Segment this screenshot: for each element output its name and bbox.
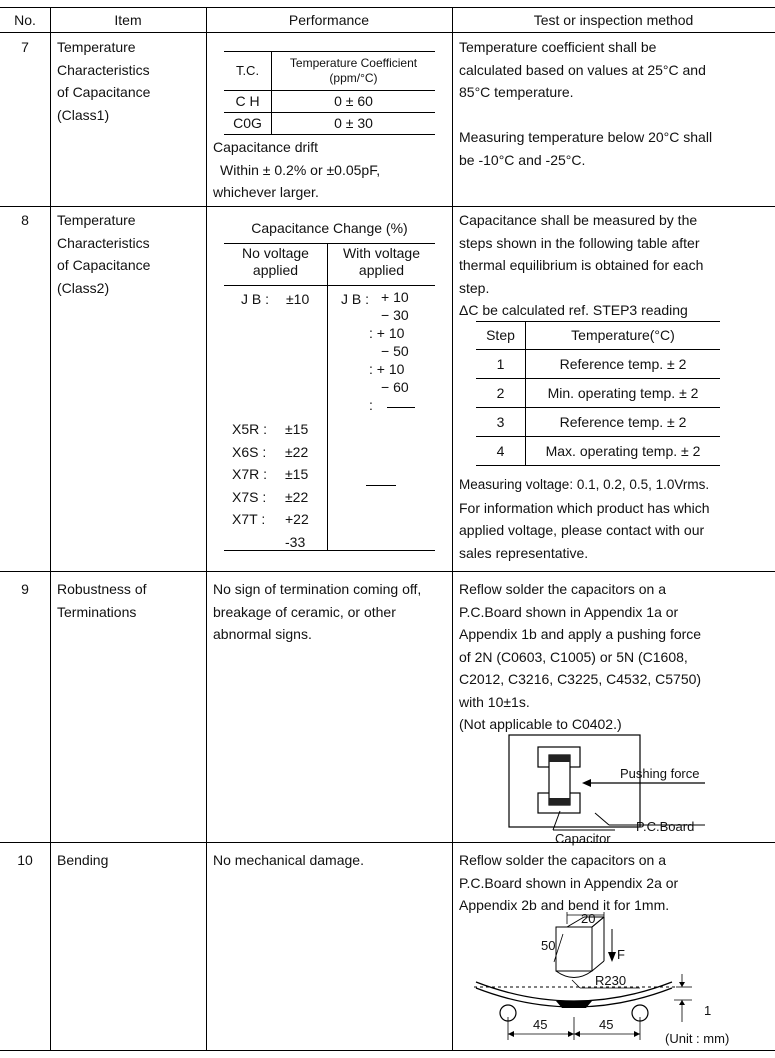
span-right-label: 45 bbox=[599, 1017, 614, 1032]
class-value: +22 bbox=[285, 511, 309, 527]
jb-value: ±10 bbox=[286, 291, 310, 307]
jb-with-value: : + 10 bbox=[369, 325, 405, 341]
item-line: of Capacitance bbox=[57, 257, 151, 273]
tc-head: T.C. bbox=[235, 63, 260, 78]
method-line: thermal equilibrium is obtained for each bbox=[459, 257, 704, 273]
item-line: Characteristics bbox=[57, 234, 150, 251]
temp-cell: Max. operating temp. ± 2 bbox=[545, 443, 701, 459]
jb-with-value: − 50 bbox=[381, 343, 409, 359]
cap-table-border bbox=[327, 243, 328, 550]
temp-head: Temperature(°C) bbox=[571, 327, 675, 343]
class-value: ±22 bbox=[285, 488, 309, 505]
method-line: P.C.Board shown in Appendix 1a or bbox=[459, 603, 679, 620]
class-label: X7R : bbox=[232, 466, 268, 482]
drift-line: Capacitance drift bbox=[213, 139, 319, 155]
method-line: C2012, C3216, C3225, C4532, C5750) bbox=[459, 671, 702, 687]
col-divider bbox=[50, 7, 51, 1051]
table-top-border bbox=[0, 7, 775, 8]
span-left-label: 45 bbox=[533, 1017, 548, 1032]
jb-with-value: − 30 bbox=[381, 307, 409, 323]
cap-table-border bbox=[224, 550, 435, 551]
step-cell: 1 bbox=[496, 356, 505, 372]
method-line: ΔC be calculated ref. STEP3 reading bbox=[459, 302, 688, 318]
step-cell: 4 bbox=[496, 443, 505, 459]
dash-mark bbox=[366, 485, 396, 486]
class-label: X7T : bbox=[232, 511, 266, 527]
method-line: steps shown in the following table after bbox=[459, 234, 700, 251]
tc-table-border bbox=[224, 51, 435, 52]
coef-head: Temperature Coefficient bbox=[289, 56, 418, 70]
step-table-border bbox=[476, 465, 720, 466]
coef-head: (ppm/°C) bbox=[329, 71, 378, 85]
jb-with-label: J B : bbox=[341, 291, 370, 307]
no-voltage-head: No voltage bbox=[242, 245, 309, 261]
temp-cell: Reference temp. ± 2 bbox=[559, 356, 687, 372]
class-label: X6S : bbox=[232, 443, 267, 460]
jb-with-value: + 10 bbox=[381, 289, 409, 305]
dim-50: 50 bbox=[541, 938, 556, 953]
coef-cell: 0 ± 60 bbox=[334, 93, 373, 109]
row-divider bbox=[0, 206, 775, 207]
method-line: of 2N (C0603, C1005) or 5N (C1608, bbox=[459, 648, 688, 665]
row-no: 7 bbox=[21, 39, 29, 55]
drift-line: Within ± 0.2% or ±0.05pF, bbox=[220, 161, 381, 178]
row-no: 10 bbox=[17, 852, 33, 868]
item-line: Temperature bbox=[57, 212, 136, 228]
table-bottom-border bbox=[0, 1050, 775, 1051]
method-line: P.C.Board shown in Appendix 2a or bbox=[459, 874, 679, 891]
method-line: Appendix 1b and apply a pushing force bbox=[459, 626, 702, 642]
perf-line: abnormal signs. bbox=[213, 626, 312, 642]
drift-line: whichever larger. bbox=[213, 184, 319, 200]
tc-cell: C H bbox=[235, 93, 260, 109]
perf-line: No mechanical damage. bbox=[213, 852, 364, 868]
method-line: step. bbox=[459, 279, 490, 296]
jb-with-value: − 60 bbox=[381, 379, 409, 395]
step-cell: 2 bbox=[496, 385, 505, 401]
method-line: Reflow solder the capacitors on a bbox=[459, 581, 666, 597]
jb-label: J B : bbox=[241, 291, 270, 307]
perf-line: breakage of ceramic, or other bbox=[213, 603, 396, 620]
coef-cell: 0 ± 30 bbox=[334, 115, 373, 131]
row-no: 8 bbox=[21, 212, 29, 228]
header-bottom-border bbox=[0, 32, 775, 33]
method-line: (Not applicable to C0402.) bbox=[459, 716, 622, 732]
force-label: F bbox=[617, 947, 625, 962]
class-value: ±15 bbox=[285, 421, 309, 437]
step-table-border bbox=[476, 321, 720, 322]
capacitor-label: Capacitor bbox=[555, 831, 611, 846]
item-line: Robustness of bbox=[57, 581, 147, 597]
class-value: ±15 bbox=[285, 466, 309, 482]
method-line: For information which product has which bbox=[459, 499, 710, 516]
class-label: X5R : bbox=[232, 421, 268, 437]
method-line: calculated based on values at 25°C and bbox=[459, 61, 706, 78]
header-performance: Performance bbox=[288, 12, 370, 28]
step-table-border bbox=[476, 436, 720, 437]
item-line: Bending bbox=[57, 852, 109, 868]
method-line: Capacitance shall be measured by the bbox=[459, 212, 698, 228]
step-head: Step bbox=[486, 327, 515, 343]
cap-change-title: Capacitance Change (%) bbox=[251, 220, 408, 236]
no-voltage-head: applied bbox=[252, 262, 299, 278]
class-value: ±22 bbox=[285, 443, 309, 460]
pushing-force-label: Pushing force bbox=[620, 766, 700, 781]
item-line: (Class2) bbox=[57, 279, 110, 296]
method-line: 85°C temperature. bbox=[459, 84, 574, 100]
method-line: Temperature coefficient shall be bbox=[459, 39, 657, 55]
step-table-border bbox=[476, 378, 720, 379]
with-voltage-head: With voltage bbox=[342, 245, 421, 261]
pcboard-label: P.C.Board bbox=[636, 819, 695, 834]
item-line: Terminations bbox=[57, 603, 137, 620]
row-divider bbox=[0, 571, 775, 572]
col-divider bbox=[206, 7, 207, 1051]
step-table-border bbox=[476, 407, 720, 408]
col-divider bbox=[452, 7, 453, 1051]
perf-line: No sign of termination coming off, bbox=[213, 581, 422, 597]
temp-cell: Reference temp. ± 2 bbox=[559, 414, 687, 430]
method-line: Reflow solder the capacitors on a bbox=[459, 852, 666, 868]
tc-cell: C0G bbox=[233, 115, 262, 131]
jb-with-value: : + 10 bbox=[369, 361, 405, 377]
with-voltage-head: applied bbox=[358, 262, 405, 278]
dim-20: 20 bbox=[581, 911, 596, 926]
unit-label: (Unit : mm) bbox=[665, 1031, 730, 1046]
dash-mark bbox=[387, 407, 415, 408]
method-line: Measuring temperature below 20°C shall bbox=[459, 129, 713, 145]
step-cell: 3 bbox=[496, 414, 505, 430]
temp-cell: Min. operating temp. ± 2 bbox=[547, 385, 699, 401]
item-line: of Capacitance bbox=[57, 84, 151, 100]
step-table-border bbox=[476, 349, 720, 350]
item-line: Temperature bbox=[57, 39, 136, 55]
item-line: (Class1) bbox=[57, 106, 110, 123]
method-line: Appendix 2b and bend it for 1mm. bbox=[459, 897, 670, 913]
method-line: applied voltage, please contact with our bbox=[459, 522, 705, 538]
method-line: with 10±1s. bbox=[459, 693, 530, 710]
method-line: sales representative. bbox=[459, 544, 589, 561]
cap-table-border bbox=[224, 285, 435, 286]
radius-label: R230 bbox=[595, 973, 627, 988]
method-line: be -10°C and -25°C. bbox=[459, 151, 586, 168]
method-line: Measuring voltage: 0.1, 0.2, 0.5, 1.0Vrms. bbox=[459, 477, 710, 492]
header-item: Item bbox=[114, 12, 142, 28]
item-line: Characteristics bbox=[57, 61, 150, 78]
jb-with-value: : bbox=[369, 397, 373, 413]
row-no: 9 bbox=[21, 581, 29, 597]
class-value: -33 bbox=[285, 533, 306, 550]
class-label: X7S : bbox=[232, 488, 267, 505]
header-no: No. bbox=[14, 12, 36, 28]
cap-table-border bbox=[224, 243, 435, 244]
deflection-label: 1 bbox=[704, 1003, 712, 1018]
header-method: Test or inspection method bbox=[533, 12, 694, 28]
